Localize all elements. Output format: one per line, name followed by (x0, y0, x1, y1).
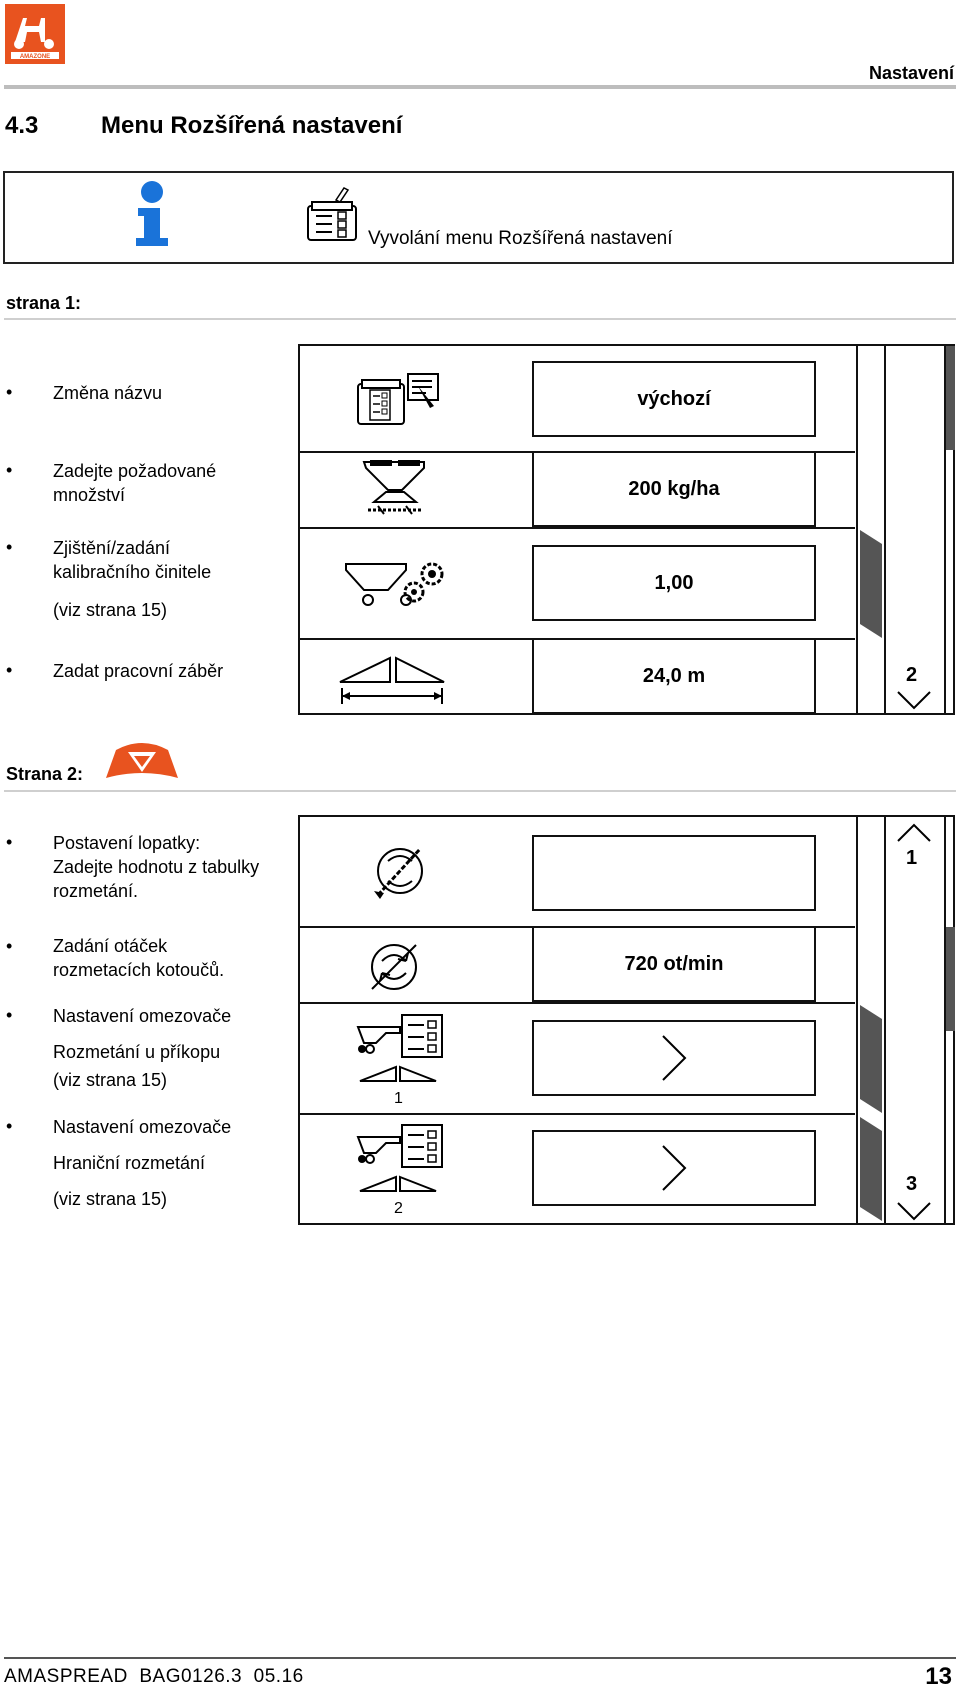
list-item (53, 1115, 231, 1211)
vane-position-icon[interactable] (370, 841, 430, 906)
item-text: Zadejte hodnotu z tabulky (53, 857, 260, 877)
section-heading (5, 112, 402, 140)
list-item (53, 831, 259, 903)
item-text: Hraniční rozmetání (53, 1153, 206, 1173)
bullet: • (6, 382, 13, 402)
item-text: (viz strana 15) (53, 600, 168, 620)
limiter-ditch-icon[interactable] (356, 1013, 446, 1114)
terminal-screen-page2 (298, 815, 955, 1225)
vane-value-field[interactable] (532, 835, 816, 911)
section-title: Menu Rozšířená nastavení (101, 112, 403, 139)
list-item (53, 381, 162, 405)
footer-rule (4, 1657, 956, 1659)
softkey-indicator[interactable] (858, 528, 884, 640)
page-number: 2 (906, 664, 918, 686)
item-text: (viz strana 15) (53, 1070, 168, 1090)
working-width-icon[interactable] (338, 654, 446, 711)
section-number: 4.3 (5, 112, 39, 139)
rate-value-field[interactable] (532, 451, 816, 527)
chevron-right-icon (659, 1034, 689, 1082)
value-text: 720 ot/min (624, 952, 724, 975)
item-text: Zadejte požadované (53, 461, 217, 481)
list-item (53, 1004, 231, 1092)
extended-settings-icon (306, 186, 358, 251)
disc-speed-value-field[interactable] (532, 926, 816, 1002)
list-item (53, 659, 223, 683)
value-text: výchozí (637, 387, 711, 410)
name-value-field[interactable] (532, 361, 816, 437)
row-divider (300, 527, 855, 529)
chevron-down-icon[interactable] (896, 690, 932, 715)
page-number-footer: 13 (925, 1663, 952, 1690)
amazone-logo (5, 4, 65, 64)
info-icon (132, 180, 172, 253)
list-item (53, 459, 216, 507)
bullet: • (6, 537, 13, 557)
value-text: 24,0 m (642, 664, 706, 687)
chevron-up-icon[interactable] (896, 823, 932, 848)
disc-speed-icon[interactable] (368, 941, 420, 998)
bullet: • (6, 1116, 13, 1136)
header-rule (4, 85, 956, 89)
bullet: • (6, 832, 13, 852)
chevron-down-icon[interactable] (896, 1201, 932, 1226)
page-down-icon[interactable] (102, 738, 182, 787)
value-text: 200 kg/ha (628, 477, 720, 500)
item-text: Nastavení omezovače (53, 1006, 232, 1026)
limiter-border-icon[interactable] (356, 1123, 446, 1224)
item-text: kalibračního činitele (53, 562, 212, 582)
border-limiter-field[interactable] (532, 1130, 816, 1206)
item-text: (viz strana 15) (53, 1189, 168, 1209)
item-text: Rozmetání u příkopu (53, 1042, 221, 1062)
page2-rule (4, 790, 956, 792)
screen-column-divider (884, 346, 886, 713)
scrollbar-thumb[interactable] (946, 927, 955, 1031)
calibration-value-field[interactable] (532, 545, 816, 621)
hopper-rate-icon[interactable] (360, 458, 430, 523)
bullet: • (6, 1005, 13, 1025)
width-value-field[interactable] (532, 638, 816, 714)
list-item (53, 536, 211, 622)
bullet: • (6, 660, 13, 680)
page1-rule (4, 318, 956, 320)
svg-text:AMAZONE: AMAZONE (19, 54, 51, 60)
item-text: rozmetacích kotoučů. (53, 960, 225, 980)
list-item (53, 934, 224, 982)
item-text: Zjištění/zadání (53, 538, 171, 558)
item-text: Změna názvu (53, 383, 163, 403)
chapter-title: Nastavení (868, 63, 954, 83)
chevron-right-icon (659, 1144, 689, 1192)
intro-text: Vyvolání menu Rozšířená nastavení (368, 228, 673, 249)
screen-column-divider (884, 817, 886, 1223)
ditch-limiter-field[interactable] (532, 1020, 816, 1096)
scrollbar-thumb[interactable] (946, 346, 955, 450)
item-text: Zadat pracovní záběr (53, 661, 224, 681)
terminal-screen-page1 (298, 344, 955, 715)
page2-label: Strana 2: (6, 764, 84, 784)
item-text: Nastavení omezovače (53, 1117, 232, 1137)
page-number: 3 (906, 1173, 918, 1195)
page-number: 1 (906, 847, 918, 869)
item-text: rozmetání. (53, 881, 139, 901)
bullet: • (6, 460, 13, 480)
softkey-indicator[interactable] (858, 1115, 884, 1223)
rename-icon[interactable] (356, 372, 446, 433)
value-text: 1,00 (654, 571, 694, 594)
softkey-indicator[interactable] (858, 1003, 884, 1115)
calibration-factor-icon[interactable] (344, 560, 448, 615)
svg-text:2: 2 (394, 1200, 403, 1217)
footer-doc-id: AMASPREAD BAG0126.3 05.16 (4, 1666, 304, 1687)
item-text: množství (53, 485, 126, 505)
page1-label: strana 1: (6, 293, 82, 313)
item-text: Postavení lopatky: (53, 833, 201, 853)
svg-text:1: 1 (394, 1090, 403, 1107)
row-divider (300, 1002, 855, 1004)
item-text: Zadání otáček (53, 936, 168, 956)
bullet: • (6, 936, 13, 956)
